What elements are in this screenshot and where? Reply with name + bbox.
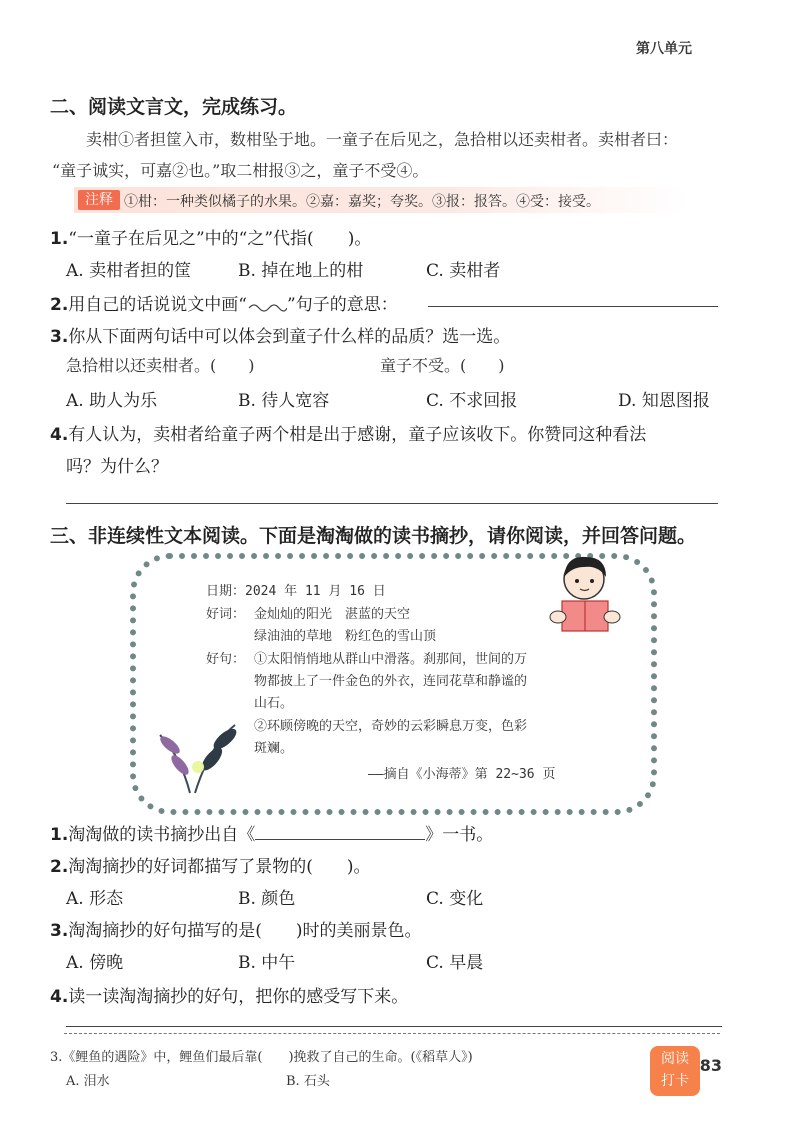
wavy-underline-icon: [247, 300, 287, 312]
card-sent2-line-1: ②环顾傍晚的天空，奇妙的云彩瞬息万变，色彩: [254, 719, 528, 734]
s2-q1-option-c[interactable]: C. 卖柑者: [426, 261, 501, 281]
passage-line-1: 卖柑①者担筐入市，数柑坠于地。一童子在后见之，急拾柑以还卖柑者。卖柑者曰：: [86, 130, 679, 149]
card-words-line-2: 绿油油的草地 粉红色的雪山顶: [254, 629, 437, 644]
card-sent1-line-1: ①太阳悄悄地从群山中滑落。刹那间，世间的万: [254, 652, 528, 667]
card-source: ——摘自《小海蒂》第 22~36 页: [368, 767, 556, 782]
s2-q1: 1.“一童子在后见之”中的“之”代指( )。: [50, 229, 372, 249]
page-number: 83: [699, 1056, 722, 1075]
unit-label: 第八单元: [636, 41, 692, 57]
s2-q3-option-c[interactable]: C. 不求回报: [426, 391, 518, 411]
s3-q2-option-c[interactable]: C. 变化: [426, 889, 484, 909]
s3-q4-answer-line[interactable]: [66, 1026, 722, 1027]
plant-decoration-icon: [150, 715, 250, 795]
s3-q3: 3.淘淘摘抄的好句描写的是( )时的美丽景色。: [50, 921, 422, 941]
s2-q3: 3.你从下面两句话中可以体会到童子什么样的品质？选一选。: [50, 327, 511, 347]
s3-q3-option-a[interactable]: A. 傍晚: [66, 953, 124, 973]
card-sent1-line-3: 山石。: [254, 696, 294, 711]
s2-q3-sentence-a[interactable]: 急拾柑以还卖柑者。( ): [66, 356, 255, 375]
s2-q2: 2.用自己的话说说文中画“ ”句子的意思：: [50, 295, 398, 315]
s2-q2-answer-line[interactable]: [428, 306, 718, 307]
s3-q1: 1.淘淘做的读书摘抄出自《 》一书。: [50, 825, 494, 845]
footer-question: 3.《鲤鱼的遇险》中，鲤鱼们最后靠( )挽救了自己的生命。(《稻草人》): [50, 1050, 473, 1065]
s2-q4: 4.有人认为，卖柑者给童子两个柑是出于感谢，童子应该收下。你赞同这种看法: [50, 425, 647, 445]
s2-q3-sentence-b[interactable]: 童子不受。( ): [380, 356, 505, 375]
card-sent2-line-2: 斑斓。: [254, 741, 294, 756]
card-sent-label: 好句：: [206, 652, 246, 667]
s3-q1-answer-line[interactable]: [255, 839, 425, 840]
card-words-label: 好词：: [206, 607, 246, 622]
s2-q3-option-b[interactable]: B. 待人宽容: [238, 391, 330, 411]
section-3-title: 三、非连续性文本阅读。下面是淘淘做的读书摘抄，请你阅读，并回答问题。: [50, 525, 697, 547]
s2-q4-answer-line[interactable]: [66, 503, 718, 504]
s3-q4: 4.读一读淘淘摘抄的好句，把你的感受写下来。: [50, 987, 409, 1007]
footer-option-a[interactable]: A. 泪水: [66, 1074, 110, 1089]
s3-q3-option-c[interactable]: C. 早晨: [426, 953, 484, 973]
card-date: 日期：2024 年 11 月 16 日: [206, 584, 386, 599]
card-sent1-line-2: 物都披上了一件金色的外衣，连同花草和静谧的: [254, 674, 528, 689]
s2-q4-line-2: 吗？为什么？: [66, 457, 168, 477]
card-words-line-1: 金灿灿的阳光 湛蓝的天空: [254, 607, 411, 622]
passage-line-2: “童子诚实，可嘉②也。”取二柑报③之，童子不受④。: [52, 161, 429, 180]
footer-option-b[interactable]: B. 石头: [286, 1074, 330, 1089]
note-tag: 注释: [78, 190, 120, 210]
s2-q3-option-a[interactable]: A. 助人为乐: [66, 391, 158, 411]
note-text: ①柑：一种类似橘子的水果。②嘉：嘉奖；夸奖。③报：报答。④受：接受。: [124, 194, 600, 210]
reading-checkin-badge[interactable]: 阅读 打卡: [650, 1046, 700, 1096]
s3-q3-option-b[interactable]: B. 中午: [238, 953, 296, 973]
s2-q3-option-d[interactable]: D. 知恩图报: [618, 391, 710, 411]
s3-q2: 2.淘淘摘抄的好词都描写了景物的( )。: [50, 857, 371, 877]
boy-reading-icon: [536, 551, 632, 643]
s2-q1-option-a[interactable]: A. 卖柑者担的筐: [66, 261, 192, 281]
s2-q1-option-b[interactable]: B. 掉在地上的柑: [238, 261, 364, 281]
s3-q2-option-b[interactable]: B. 颜色: [238, 889, 296, 909]
s3-q2-option-a[interactable]: A. 形态: [66, 889, 124, 909]
footer-divider: [64, 1033, 720, 1034]
section-2-title: 二、阅读文言文，完成练习。: [50, 96, 298, 118]
